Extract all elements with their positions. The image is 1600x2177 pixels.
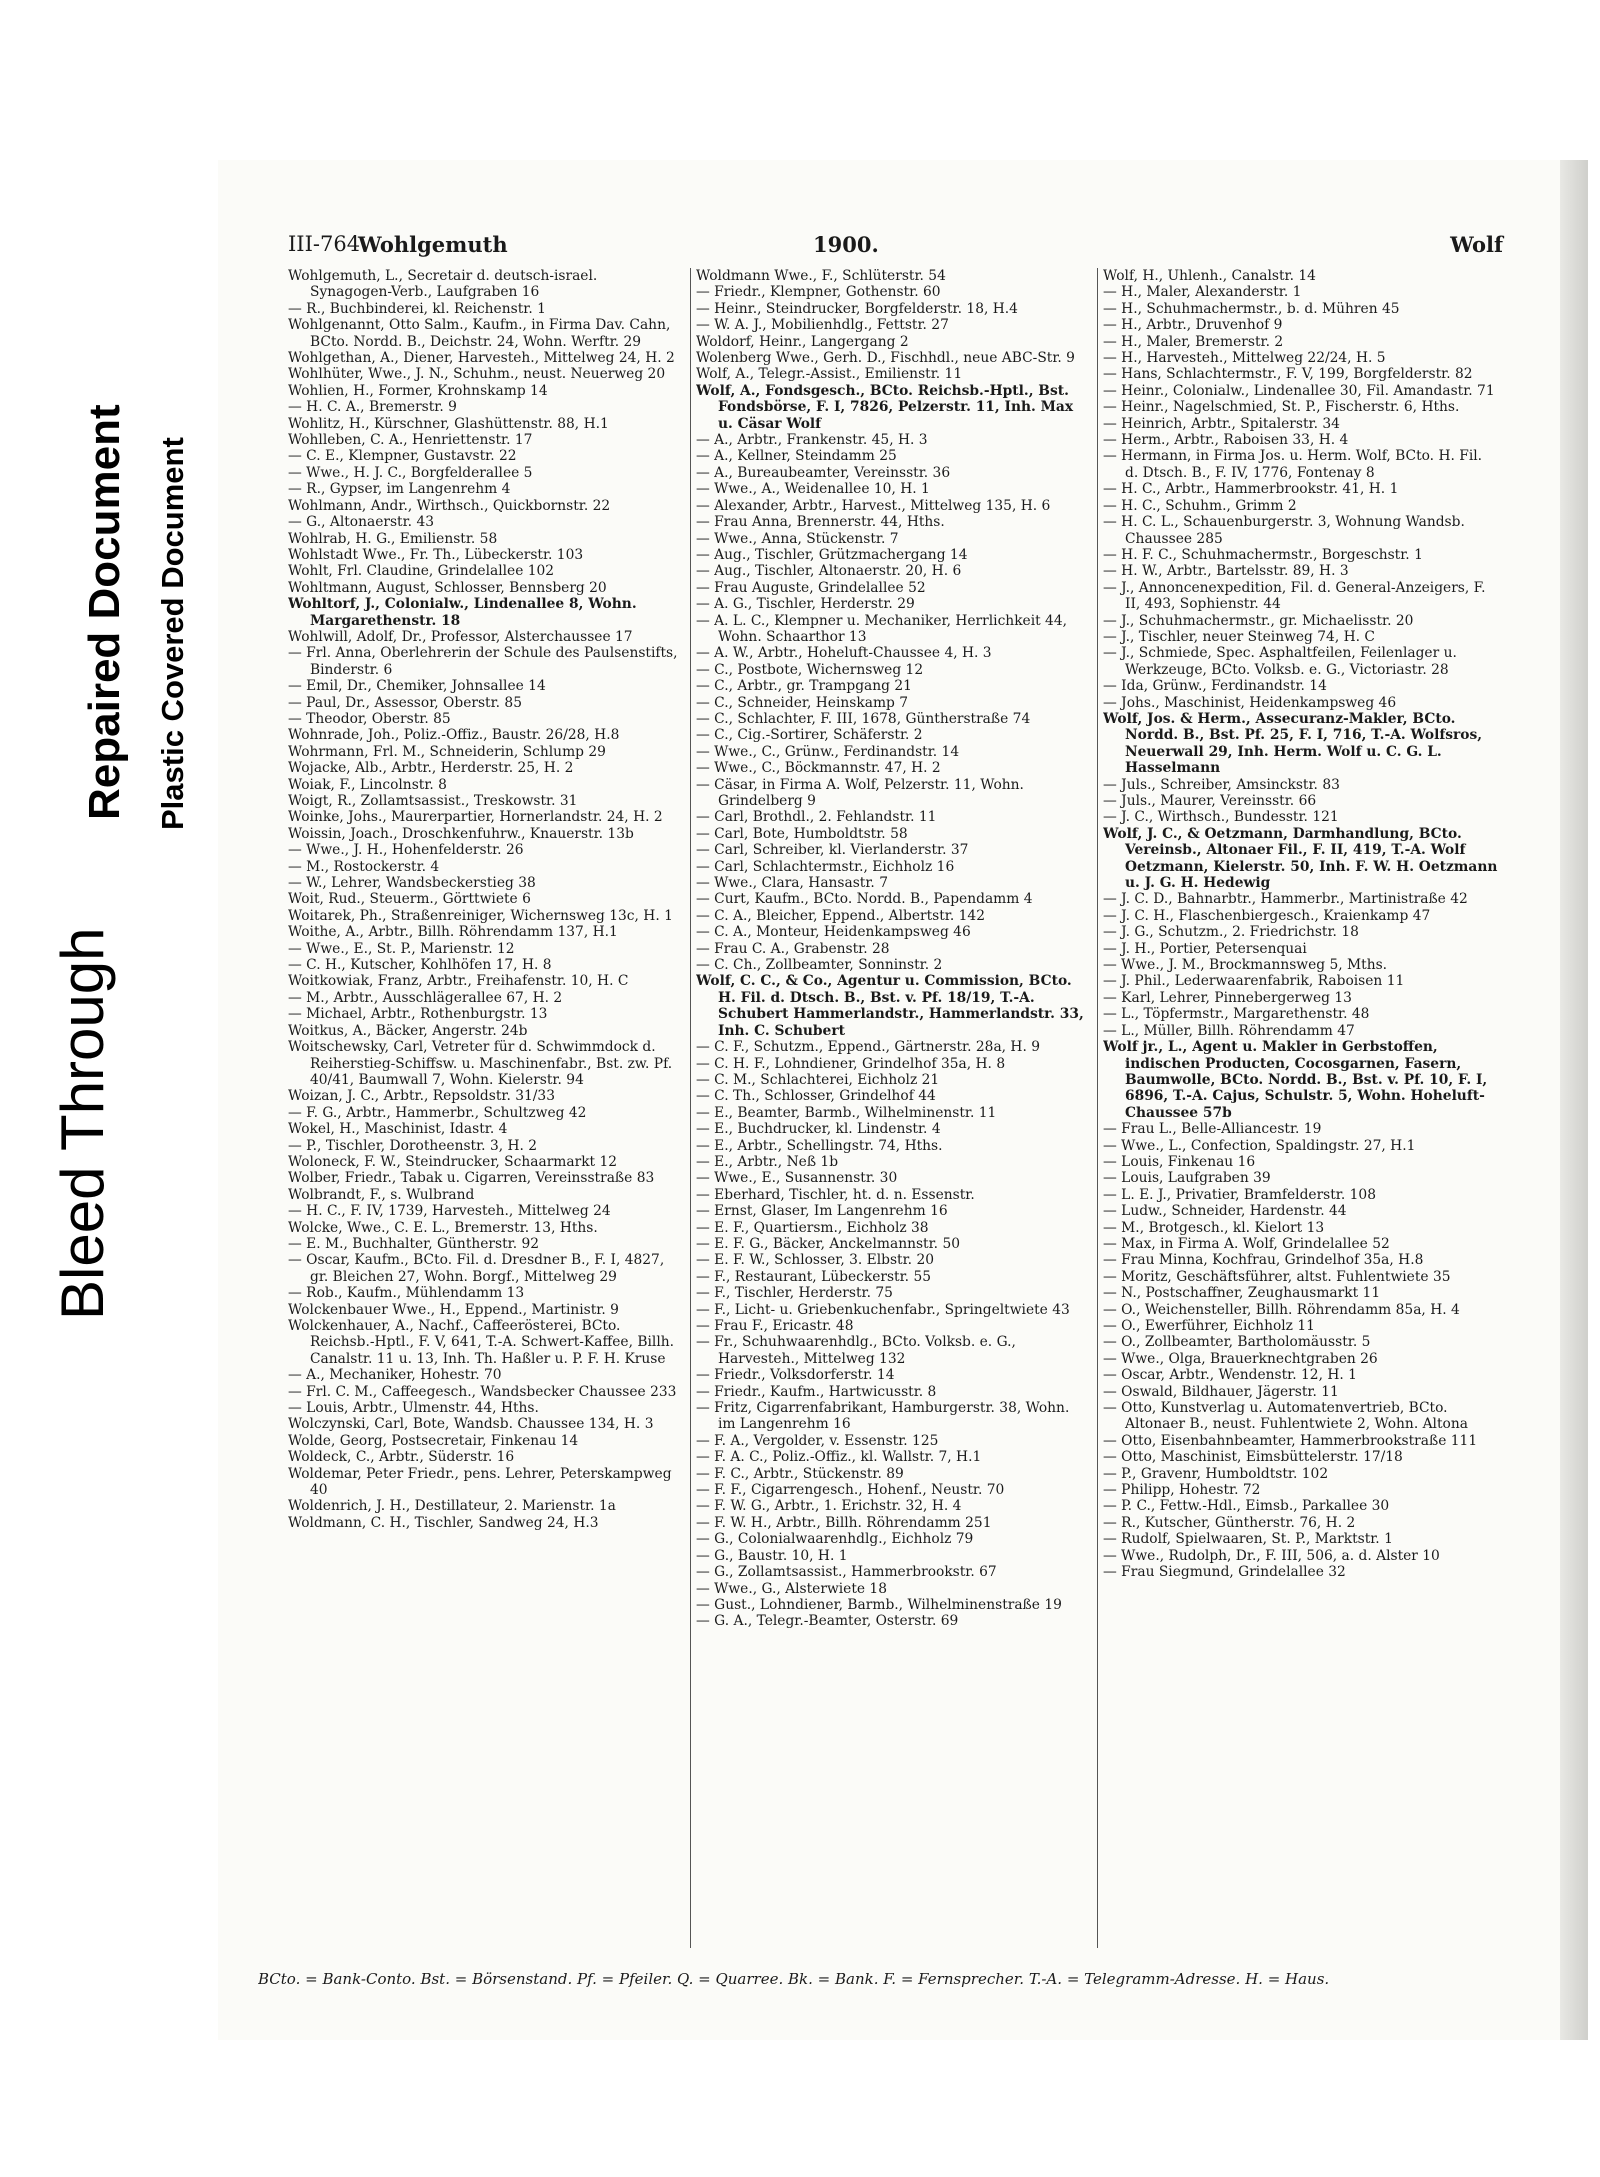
directory-entry: — W., Lehrer, Wandsbeckerstieg 38 — [288, 875, 536, 892]
directory-entry: — H., Harvesteh., Mittelweg 22/24, H. 5 — [1103, 350, 1386, 367]
directory-entry: — M., Arbtr., Ausschlägerallee 67, H. 2 — [288, 989, 563, 1006]
directory-entry: Wolf, J. C., & Oetzmann, Darmhandlung, BCto. Vereinsb., Altonaer Fil., F. II, 419, T.-A. Wolf Oetzmann, Kielerstr. 50, Inh. F. W. H. Oetzmann u. J. G. H. Hedewig — [1103, 825, 1498, 892]
directory-entry: Woiak, F., Lincolnstr. 8 — [288, 776, 447, 793]
directory-entry: Wohlwill, Adolf, Dr., Professor, Alsterchaussee 17 — [288, 628, 633, 645]
directory-entry: Woldmann, C. H., Tischler, Sandweg 24, H.3 — [288, 1514, 599, 1531]
directory-entry: — G., Zollamtsassist., Hammerbrookstr. 67 — [696, 1564, 997, 1581]
directory-entry: — C. Th., Schlosser, Grindelhof 44 — [696, 1088, 936, 1105]
directory-entry: — C. A., Monteur, Heidenkampsweg 46 — [696, 924, 971, 941]
directory-entry: — Frau C. A., Grabenstr. 28 — [696, 940, 890, 957]
directory-entry: — F. A. C., Poliz.-Offiz., kl. Wallstr. 7, H.1 — [696, 1449, 982, 1466]
directory-entry: — Fritz, Cigarrenfabrikant, Hamburgerstr. 38, Wohn. im Langenrehm 16 — [696, 1400, 1070, 1433]
directory-entry: — P. C., Fettw.-Hdl., Eimsb., Parkallee 30 — [1103, 1498, 1390, 1515]
plastic-covered-document-label: Plastic Covered Document — [155, 437, 190, 830]
directory-entry: — Heinr., Steindrucker, Borgfelderstr. 18, H.4 — [696, 300, 1018, 317]
directory-entry: — J. C. H., Flaschenbiergesch., Kraienkamp 47 — [1103, 907, 1431, 924]
directory-entry: — G., Altonaerstr. 43 — [288, 514, 434, 531]
directory-entry: — C. E., Klempner, Gustavstr. 22 — [288, 448, 517, 465]
directory-entry: — A. W., Arbtr., Hoheluft-Chaussee 4, H. 3 — [696, 645, 992, 662]
directory-entry: Wolf, A., Fondsgesch., BCto. Reichsb.-Hptl., Bst. Fondsbörse, F. I, 7826, Pelzerstr. 11, Inh. Max u. Cäsar Wolf — [696, 382, 1074, 432]
directory-entry: Wohlrab, H. G., Emilienstr. 58 — [288, 530, 498, 547]
directory-entry: — Max, in Firma A. Wolf, Grindelallee 52 — [1103, 1235, 1390, 1252]
directory-entry: — Eberhard, Tischler, ht. d. n. Essenstr. — [696, 1186, 975, 1203]
directory-entry: Woitarek, Ph., Straßenreiniger, Wichernsweg 13c, H. 1 — [288, 907, 673, 924]
directory-entry: Wohlien, H., Former, Krohnskamp 14 — [288, 382, 548, 399]
directory-entry: Wolczynski, Carl, Bote, Wandsb. Chaussee 134, H. 3 — [288, 1416, 654, 1433]
directory-entry: — Aug., Tischler, Altonaerstr. 20, H. 6 — [696, 563, 962, 580]
directory-entry: — N., Postschaffner, Zeughausmarkt 11 — [1103, 1285, 1381, 1302]
directory-entry: Wolde, Georg, Postsecretair, Finkenau 14 — [288, 1432, 579, 1449]
column-right — [1103, 268, 1498, 1958]
directory-entry: — Louis, Arbtr., Ulmenstr. 44, Hths. — [288, 1400, 539, 1417]
directory-entry: — Frau Anna, Brennerstr. 44, Hths. — [696, 514, 945, 531]
directory-entry: — Heinr., Colonialw., Lindenallee 30, Fil. Amandastr. 71 — [1103, 382, 1495, 399]
page-edge — [1560, 160, 1588, 2040]
directory-entry: — Heinr., Nagelschmied, St. P., Fischerstr. 6, Hths. — [1103, 399, 1460, 416]
directory-entry: Wolbrandt, F., s. Wulbrand — [288, 1186, 475, 1203]
directory-entry: Wolckenbauer Wwe., H., Eppend., Martinistr. 9 — [288, 1301, 619, 1318]
directory-entry: — F. W. G., Arbtr., 1. Erichstr. 32, H. 4 — [696, 1498, 962, 1515]
directory-entry: — A., Kellner, Steindamm 25 — [696, 448, 897, 465]
directory-entry: — Hans, Schlachtermstr., F. V, 199, Borgfelderstr. 82 — [1103, 366, 1473, 383]
directory-entry: — C., Arbtr., gr. Trampgang 21 — [696, 678, 912, 695]
directory-entry: — C., Cig.-Sortirer, Schäferstr. 2 — [696, 727, 923, 744]
directory-entry: — Wwe., Clara, Hansastr. 7 — [696, 875, 888, 892]
directory-entry: — Curt, Kaufm., BCto. Nordd. B., Papendamm 4 — [696, 891, 1033, 908]
directory-entry: — J., Annoncenexpedition, Fil. d. General-Anzeigers, F. II, 493, Sophienstr. 44 — [1103, 579, 1486, 613]
directory-entry: — C., Schlachter, F. III, 1678, Güntherstraße 74 — [696, 710, 1031, 727]
directory-entry: — M., Brotgesch., kl. Kielort 13 — [1103, 1219, 1325, 1236]
year-heading: 1900. — [813, 232, 879, 257]
page-number: III-764 — [288, 232, 361, 256]
directory-entry: — Wwe., E., St. P., Marienstr. 12 — [288, 940, 515, 957]
directory-entry: Woit, Rud., Steuerm., Görttwiete 6 — [288, 891, 531, 908]
directory-entry: — F. W. H., Arbtr., Billh. Röhrendamm 251 — [696, 1514, 992, 1531]
directory-entry: — E., Buchdrucker, kl. Lindenstr. 4 — [696, 1121, 941, 1138]
directory-entry: — Gust., Lohndiener, Barmb., Wilhelminenstraße 19 — [696, 1596, 1062, 1613]
directory-entry: — Herm., Arbtr., Raboisen 33, H. 4 — [1103, 432, 1349, 449]
directory-entry: — Wwe., E., Susannenstr. 30 — [696, 1170, 898, 1187]
directory-entry: — A., Mechaniker, Hohestr. 70 — [288, 1367, 502, 1384]
directory-entry: Woldorf, Heinr., Langergang 2 — [696, 333, 909, 350]
directory-entry: — Paul, Dr., Assessor, Oberstr. 85 — [288, 694, 522, 711]
directory-entry: — Otto, Kunstverlag u. Automatenvertrieb, BCto. Altonaer B., neust. Fuhlentwiete 2, Wohn. Altona — [1103, 1400, 1468, 1433]
directory-entry: — Frau Minna, Kochfrau, Grindelhof 35a, H.8 — [1103, 1252, 1424, 1269]
directory-entry: — H., Maler, Alexanderstr. 1 — [1103, 284, 1302, 301]
directory-entry: Wohlstadt Wwe., Fr. Th., Lübeckerstr. 103 — [288, 546, 584, 563]
directory-entry: — Friedr., Volksdorferstr. 14 — [696, 1367, 895, 1384]
directory-entry: — Otto, Eisenbahnbeamter, Hammerbrookstraße 111 — [1103, 1432, 1478, 1449]
directory-entry: — G. A., Telegr.-Beamter, Osterstr. 69 — [696, 1613, 959, 1630]
directory-entry: — Michael, Arbtr., Rothenburgstr. 13 — [288, 1006, 548, 1023]
directory-entry: — Oscar, Arbtr., Wendenstr. 12, H. 1 — [1103, 1367, 1357, 1384]
directory-entry: — Theodor, Oberstr. 85 — [288, 710, 451, 727]
directory-entry: — E. M., Buchhalter, Güntherstr. 92 — [288, 1235, 540, 1252]
directory-entry: — A., Bureaubeamter, Vereinsstr. 36 — [696, 464, 951, 481]
directory-entry: — Juls., Schreiber, Amsinckstr. 83 — [1103, 776, 1340, 793]
directory-entry: — H. C., Arbtr., Hammerbrookstr. 41, H. 1 — [1103, 481, 1399, 498]
directory-entry: — Cäsar, in Firma A. Wolf, Pelzerstr. 11, Wohn. Grindelberg 9 — [696, 776, 1024, 809]
directory-entry: Wohlgemuth, L., Secretair d. deutsch-israel. Synagogen-Verb., Laufgraben 16 — [288, 268, 598, 301]
right-guide-word: Wolf — [1450, 232, 1503, 257]
directory-entry: — A. G., Tischler, Herderstr. 29 — [696, 596, 915, 613]
directory-entry: — F. C., Arbtr., Stückenstr. 89 — [696, 1465, 904, 1482]
directory-entry: — C., Schneider, Heinskamp 7 — [696, 694, 909, 711]
directory-entry: — E., Arbtr., Neß 1b — [696, 1153, 839, 1170]
directory-entry: — J. C., Wirthsch., Bundesstr. 121 — [1103, 809, 1339, 826]
directory-entry: Woitkowiak, Franz, Arbtr., Freihafenstr. 10, H. C — [288, 973, 629, 990]
directory-entry: — Otto, Maschinist, Eimsbüttelerstr. 17/18 — [1103, 1449, 1403, 1466]
directory-entry: — R., Kutscher, Güntherstr. 76, H. 2 — [1103, 1514, 1356, 1531]
directory-entry: — Wwe., Rudolph, Dr., F. III, 506, a. d. Alster 10 — [1103, 1547, 1440, 1564]
directory-entry: — Hermann, in Firma Jos. u. Herm. Wolf, BCto. H. Fil. d. Dtsch. B., F. IV, 1776, Fontenay 8 — [1103, 448, 1483, 481]
directory-entry: — L., Müller, Billh. Röhrendamm 47 — [1103, 1022, 1355, 1039]
directory-entry: — A., Arbtr., Frankenstr. 45, H. 3 — [696, 432, 928, 449]
directory-entry: — H., Maler, Bremerstr. 2 — [1103, 333, 1284, 350]
page-header — [288, 232, 1503, 270]
directory-entry: Woitschewsky, Carl, Vetreter für d. Schwimmdock d. Reiherstieg-Schiffsw. u. Maschinenfabr., Bst. zw. Pf. 40/41, Baumwall 7, Wohn. Kielerstr. 94 — [288, 1039, 673, 1088]
directory-entry: Wohlitz, H., Kürschner, Glashüttenstr. 88, H.1 — [288, 415, 609, 432]
directory-entry: — J. Phil., Lederwaarenfabrik, Raboisen 11 — [1103, 973, 1405, 990]
directory-entry: — Friedr., Kaufm., Hartwicusstr. 8 — [696, 1383, 937, 1400]
directory-entry: — F., Licht- u. Griebenkuchenfabr., Springeltwiete 43 — [696, 1301, 1070, 1318]
directory-entry: Wolf, C. C., & Co., Agentur u. Commission, BCto. H. Fil. d. Dtsch. B., Bst. v. Pf. 18/19, T.-A. Schubert Hammerlandstr., Hammerlandstr. 33, Inh. C. Schubert — [696, 973, 1084, 1039]
directory-entry: — Frau L., Belle-Alliancestr. 19 — [1103, 1121, 1322, 1138]
directory-entry: Wohlgenannt, Otto Salm., Kaufm., in Firma Dav. Cahn, BCto. Nordd. B., Deichstr. 24, Wohn. Werftr. 29 — [288, 317, 671, 350]
directory-entry: — Juls., Maurer, Vereinsstr. 66 — [1103, 793, 1317, 809]
directory-entry: — G., Colonialwaarenhdlg., Eichholz 79 — [696, 1531, 974, 1548]
directory-entry: Woitkus, A., Bäcker, Angerstr. 24b — [288, 1022, 528, 1039]
directory-entry: — Oswald, Bildhauer, Jägerstr. 11 — [1103, 1383, 1339, 1400]
directory-entry: — Carl, Brothdl., 2. Fehlandstr. 11 — [696, 809, 937, 826]
directory-entry: Wojacke, Alb., Arbtr., Herderstr. 25, H. 2 — [288, 760, 574, 777]
directory-entry: Wohnrade, Joh., Poliz.-Offiz., Baustr. 26/28, H.8 — [288, 727, 620, 744]
directory-entry: Wolf, Jos. & Herm., Assecuranz-Makler, BCto. Nordd. B., Bst. Pf. 25, F. I, 716, T.-A. Wolfsros, Neuerwall 29, Inh. Herm. Wolf u. C. G. L. Hasselmann — [1103, 710, 1483, 777]
directory-entry: — Ludw., Schneider, Hardenstr. 44 — [1103, 1203, 1347, 1220]
directory-entry: — E. F. W., Schlosser, 3. Elbstr. 20 — [696, 1252, 935, 1269]
directory-entry: — L. E. J., Privatier, Bramfelderstr. 108 — [1103, 1186, 1376, 1203]
directory-entry: — Wwe., Anna, Stückenstr. 7 — [696, 530, 899, 547]
directory-entry: — F., Tischler, Herderstr. 75 — [696, 1285, 893, 1302]
directory-entry: — Oscar, Kaufm., BCto. Fil. d. Dresdner B., F. I, 4827, gr. Bleichen 27, Wohn. Borgf., Mittelweg 29 — [288, 1252, 665, 1285]
directory-entry: — R., Buchbinderei, kl. Reichenstr. 1 — [288, 300, 546, 317]
directory-entry: Wolenberg Wwe., Gerh. D., Fischhdl., neue ABC-Str. 9 — [696, 350, 1075, 367]
directory-entry: — W. A. J., Mobilienhdlg., Fettstr. 27 — [696, 317, 949, 334]
directory-entry: Woloneck, F. W., Steindrucker, Schaarmarkt 12 — [288, 1153, 618, 1170]
directory-entry: Wolcke, Wwe., C. E. L., Bremerstr. 13, Hths. — [288, 1219, 598, 1236]
directory-entry: Woldeck, C., Arbtr., Süderstr. 16 — [288, 1449, 515, 1466]
directory-entry: Wolckenhauer, A., Nachf., Caffeerösterei, BCto. Reichsb.-Hptl., F. V, 641, T.-A. Schwert-Kaffee, Billh. Canalstr. 11 u. 13, Inh. Th. Haßler u. P. F. H. Kruse — [288, 1318, 675, 1367]
directory-entry: — E. F. G., Bäcker, Anckelmannstr. 50 — [696, 1235, 960, 1252]
directory-entry: — Wwe., H. J. C., Borgfelderallee 5 — [288, 464, 533, 481]
scanned-page — [218, 160, 1588, 2040]
directory-entry: — Wwe., C., Böckmannstr. 47, H. 2 — [696, 760, 941, 777]
directory-entry: — J., Tischler, neuer Steinweg 74, H. C — [1103, 628, 1375, 645]
directory-entry: — C. F., Schutzm., Eppend., Gärtnerstr. 28a, H. 9 — [696, 1039, 1041, 1056]
directory-entry: — P., Gravenr, Humboldtstr. 102 — [1103, 1465, 1329, 1482]
left-guide-word: Wohlgemuth — [358, 232, 508, 257]
directory-entry: Woissin, Joach., Droschkenfuhrw., Knauerstr. 13b — [288, 825, 634, 842]
directory-entry: — Carl, Bote, Humboldtstr. 58 — [696, 825, 908, 842]
directory-entry: Woizan, J. C., Arbtr., Repsoldstr. 31/33 — [288, 1088, 555, 1105]
directory-entry: — F., Restaurant, Lübeckerstr. 55 — [696, 1268, 931, 1285]
directory-entry: — Friedr., Klempner, Gothenstr. 60 — [696, 284, 941, 301]
directory-entry: — O., Ewerführer, Eichholz 11 — [1103, 1318, 1315, 1334]
directory-entry: — J. G., Schutzm., 2. Friedrichstr. 18 — [1103, 924, 1359, 941]
directory-entry: — C., Postbote, Wichernsweg 12 — [696, 661, 924, 678]
directory-entry: — Frau F., Ericastr. 48 — [696, 1318, 854, 1334]
directory-entry: Woigt, R., Zollamtsassist., Treskowstr. 31 — [288, 793, 578, 809]
directory-entry: — C. M., Schlachterei, Eichholz 21 — [696, 1071, 940, 1088]
directory-entry: — Moritz, Geschäftsführer, altst. Fuhlentwiete 35 — [1103, 1268, 1451, 1285]
directory-entry: — C. H., Kutscher, Kohlhöfen 17, H. 8 — [288, 957, 552, 974]
directory-entry: — H. W., Arbtr., Bartelsstr. 89, H. 3 — [1103, 563, 1349, 580]
directory-entry: — Carl, Schreiber, kl. Vierlanderstr. 37 — [696, 842, 969, 859]
directory-entry: — O., Zollbeamter, Bartholomäusstr. 5 — [1103, 1334, 1371, 1351]
directory-entry: — H. C., Schuhm., Grimm 2 — [1103, 497, 1297, 514]
directory-entry: Wolf, A., Telegr.-Assist., Emilienstr. 11 — [696, 366, 963, 383]
directory-entry: — Frau Siegmund, Grindelallee 32 — [1103, 1564, 1346, 1581]
directory-entry: — F. F., Cigarrengesch., Hohenf., Neustr. 70 — [696, 1482, 1005, 1499]
directory-entry: — Rudolf, Spielwaaren, St. P., Marktstr. 1 — [1103, 1531, 1393, 1548]
column-left — [288, 268, 683, 1958]
column-divider — [690, 268, 691, 1948]
directory-entry: Woldenrich, J. H., Destillateur, 2. Marienstr. 1a — [288, 1498, 616, 1515]
directory-entry: — R., Gypser, im Langenrehm 4 — [288, 481, 511, 498]
directory-entry: — H. C. A., Bremerstr. 9 — [288, 399, 457, 416]
directory-entry: Wohlgethan, A., Diener, Harvesteh., Mittelweg 24, H. 2 — [288, 350, 675, 367]
directory-entry: — G., Baustr. 10, H. 1 — [696, 1547, 848, 1564]
directory-entry: — J. C. D., Bahnarbtr., Hammerbr., Martinistraße 42 — [1103, 891, 1468, 908]
directory-entry: — H., Schuhmachermstr., b. d. Mühren 45 — [1103, 300, 1400, 317]
directory-entry: Wokel, H., Maschinist, Idastr. 4 — [288, 1121, 508, 1138]
directory-entry: Wolf, H., Uhlenh., Canalstr. 14 — [1103, 268, 1316, 284]
repaired-document-label: Repaired Document — [80, 404, 129, 820]
directory-entry: — Wwe., C., Grünw., Ferdinandstr. 14 — [696, 743, 960, 760]
directory-entry: — Wwe., L., Confection, Spaldingstr. 27, H.1 — [1103, 1137, 1416, 1154]
directory-entry: — Aug., Tischler, Grützmachergang 14 — [696, 546, 968, 563]
directory-entry: — F. A., Vergolder, v. Essenstr. 125 — [696, 1432, 939, 1449]
directory-entry: — C. Ch., Zollbeamter, Sonninstr. 2 — [696, 957, 943, 974]
annotation-sidebar — [0, 0, 220, 2177]
directory-entry: — A. L. C., Klempner u. Mechaniker, Herrlichkeit 44, Wohn. Schaarthor 13 — [696, 612, 1067, 645]
directory-entry: Wohltorf, J., Colonialw., Lindenallee 8, Wohn. Margarethenstr. 18 — [288, 596, 637, 629]
directory-entry: — Louis, Laufgraben 39 — [1103, 1170, 1271, 1187]
directory-entry: Wohlmann, Andr., Wirthsch., Quickbornstr. 22 — [288, 497, 611, 514]
directory-entry: — P., Tischler, Dorotheenstr. 3, H. 2 — [288, 1137, 538, 1154]
directory-entry: — O., Weichensteller, Billh. Röhrendamm 85a, H. 4 — [1103, 1301, 1460, 1318]
directory-entry: Woldemar, Peter Friedr., pens. Lehrer, Peterskampweg 40 — [288, 1465, 672, 1499]
directory-entry: — Carl, Schlachtermstr., Eichholz 16 — [696, 858, 955, 875]
directory-entry: — Ida, Grünw., Ferdinandstr. 14 — [1103, 678, 1327, 695]
directory-entry: — Heinrich, Arbtr., Spitalerstr. 34 — [1103, 415, 1340, 432]
column-divider — [1097, 268, 1098, 1948]
directory-entry: — L., Töpfermstr., Margarethenstr. 48 — [1103, 1006, 1370, 1023]
directory-entry: — Louis, Finkenau 16 — [1103, 1153, 1256, 1170]
column-middle — [696, 268, 1091, 1958]
directory-entry: — F. G., Arbtr., Hammerbr., Schultzweg 42 — [288, 1104, 587, 1121]
directory-entry: — E., Arbtr., Schellingstr. 74, Hths. — [696, 1137, 943, 1154]
directory-entry: Wolber, Friedr., Tabak u. Cigarren, Vereinsstraße 83 — [288, 1170, 655, 1187]
directory-entry: — Frl. Anna, Oberlehrerin der Schule des Paulsenstifts, Binderstr. 6 — [288, 645, 678, 678]
directory-entry: — J., Schmiede, Spec. Asphaltfeilen, Feilenlager u. Werkzeuge, BCto. Volksb. e. G., Victoriastr. 28 — [1103, 645, 1457, 678]
directory-entry: — Fr., Schuhwaarenhdlg., BCto. Volksb. e. G., Harvesteh., Mittelweg 132 — [696, 1334, 1016, 1367]
directory-entry: — M., Rostockerstr. 4 — [288, 858, 440, 875]
directory-entry: Wohltmann, August, Schlosser, Bennsberg 20 — [288, 579, 607, 596]
directory-entry: — J., Schuhmachermstr., gr. Michaelisstr. 20 — [1103, 612, 1414, 629]
directory-entry: — C. H. F., Lohndiener, Grindelhof 35a, H. 8 — [696, 1055, 1006, 1072]
directory-entry: Woithe, A., Arbtr., Billh. Röhrendamm 137, H.1 — [288, 924, 618, 941]
directory-entry: Wohlleben, C. A., Henriettenstr. 17 — [288, 432, 533, 449]
directory-entry: — E. F., Quartiersm., Eichholz 38 — [696, 1219, 929, 1236]
directory-entry: — J. H., Portier, Petersenquai — [1103, 940, 1307, 957]
directory-entry: — C. A., Bleicher, Eppend., Albertstr. 142 — [696, 907, 985, 924]
directory-entry: Woldmann Wwe., F., Schlüterstr. 54 — [696, 268, 946, 284]
bleed-through-label: Bleed Through — [49, 927, 116, 1320]
directory-entry: — Wwe., A., Weidenallee 10, H. 1 — [696, 481, 930, 498]
directory-entry: — Frau Auguste, Grindelallee 52 — [696, 579, 926, 596]
abbreviation-legend: BCto. = Bank-Conto. Bst. = Börsenstand. Pf. = Pfeiler. Q. = Quarree. Bk. = Bank. F. = Fernsprecher. T.-A. = Telegramm-Adresse. H. = Haus. — [258, 1970, 1330, 1988]
directory-entry: Wohlt, Frl. Claudine, Grindelallee 102 — [288, 563, 555, 580]
directory-entry: — Emil, Dr., Chemiker, Johnsallee 14 — [288, 678, 546, 695]
directory-entry: — E., Beamter, Barmb., Wilhelminenstr. 11 — [696, 1104, 997, 1121]
directory-entry: — Karl, Lehrer, Pinnebergerweg 13 — [1103, 989, 1352, 1006]
directory-entry: — Philipp, Hohestr. 72 — [1103, 1482, 1261, 1499]
directory-entry: — Wwe., G., Alsterwiete 18 — [696, 1580, 887, 1597]
directory-entry: — H., Arbtr., Druvenhof 9 — [1103, 317, 1283, 334]
directory-entry: — Alexander, Arbtr., Harvest., Mittelweg 135, H. 6 — [696, 497, 1051, 514]
directory-entry: — H. C., F. IV, 1739, Harvesteh., Mittelweg 24 — [288, 1203, 611, 1220]
directory-entry: Wolf jr., L., Agent u. Makler in Gerbstoffen, indischen Producten, Cocosgarnen, Fasern, Baumwolle, BCto. Nordd. B., Bst. v. Pf. 10, F. I, 6896, T.-A. Cajus, Schulstr. 5, Wohn. Hoheluft-Chaussee 57b — [1103, 1039, 1488, 1121]
directory-entry: — Frl. C. M., Caffeegesch., Wandsbecker Chaussee 233 — [288, 1383, 677, 1400]
directory-entry: — Wwe., J. M., Brockmannsweg 5, Mths. — [1103, 957, 1388, 974]
directory-entry: — Johs., Maschinist, Heidenkampsweg 46 — [1103, 694, 1397, 711]
directory-entry: — Rob., Kaufm., Mühlendamm 13 — [288, 1285, 525, 1302]
directory-entry: — Wwe., Olga, Brauerknechtgraben 26 — [1103, 1350, 1378, 1367]
directory-entry: — Wwe., J. H., Hohenfelderstr. 26 — [288, 842, 524, 859]
directory-entry: — H. F. C., Schuhmachermstr., Borgeschstr. 1 — [1103, 546, 1423, 563]
directory-entry: Woinke, Johs., Maurerpartier, Hornerlandstr. 24, H. 2 — [288, 809, 663, 826]
directory-entry: — Ernst, Glaser, Im Langenrehm 16 — [696, 1203, 948, 1220]
directory-entry: Wohrmann, Frl. M., Schneiderin, Schlump 29 — [288, 743, 606, 760]
directory-entry: — H. C. L., Schauenburgerstr. 3, Wohnung Wandsb. Chaussee 285 — [1103, 514, 1465, 547]
directory-entry: Wohlhüter, Wwe., J. N., Schuhm., neust. Neuerweg 20 — [288, 366, 666, 383]
